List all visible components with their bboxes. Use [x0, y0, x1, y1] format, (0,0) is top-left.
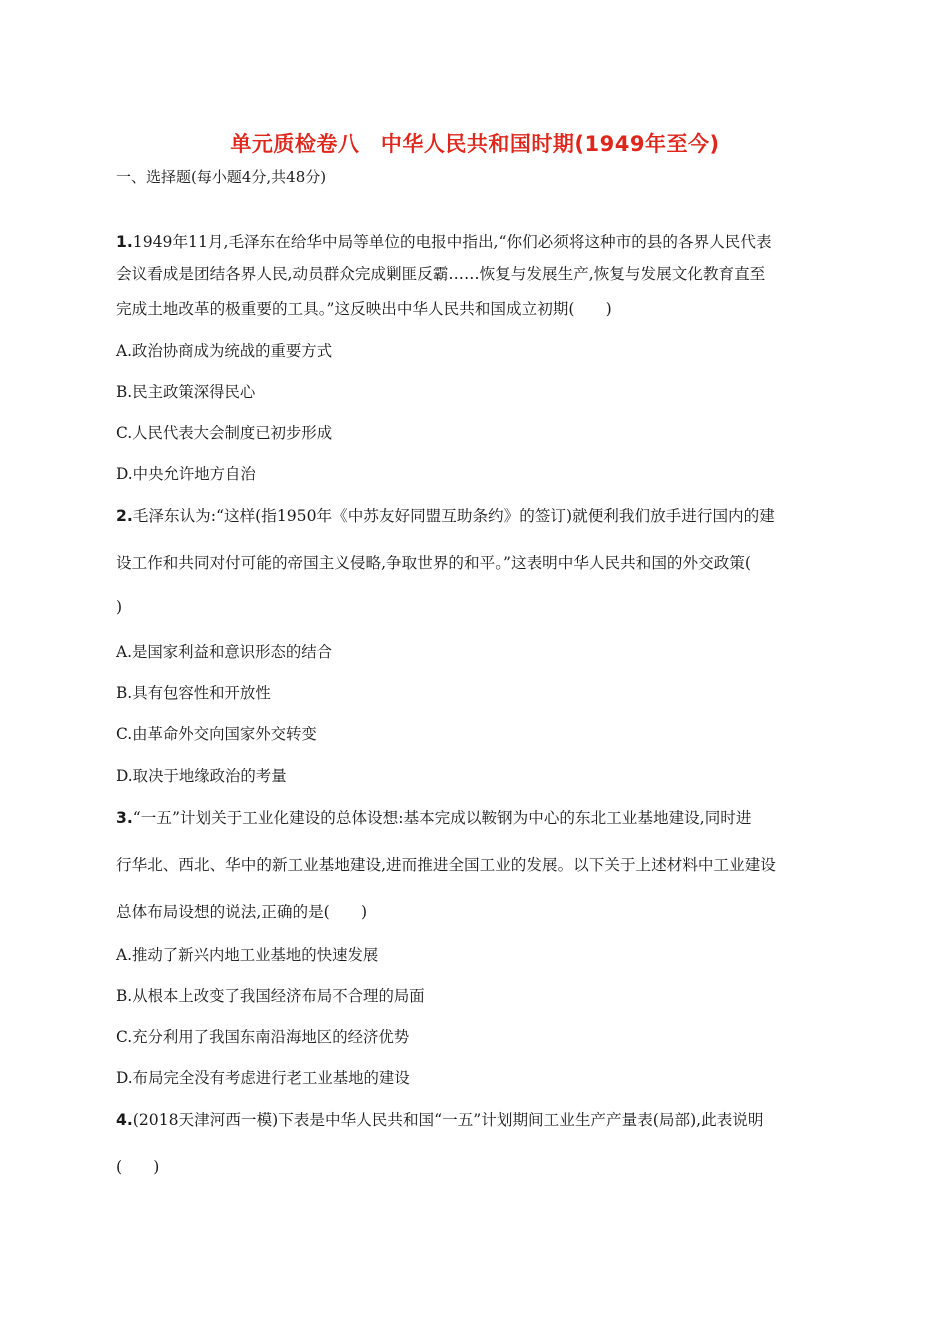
question-1-option-a: A.政治协商成为统战的重要方式	[116, 342, 333, 360]
question-4-line-2: ( )	[116, 1158, 160, 1176]
question-2-line-3: )	[116, 598, 123, 616]
question-3-number: 3.	[116, 809, 133, 827]
question-3-option-d: D.布局完全没有考虑进行老工业基地的建设	[116, 1069, 410, 1087]
question-2-text-1: 毛泽东认为:“这样(指1950年《中苏友好同盟互助条约》的签订)就便利我们放手进行国内的建	[132, 507, 775, 525]
question-3-line-2: 行华北、西北、华中的新工业基地建设,进而推进全国工业的发展。以下关于上述材料中工业建设	[116, 856, 776, 874]
question-1-line-1	[116, 230, 772, 252]
question-2-line-1	[116, 504, 775, 526]
question-1-text-1: 1949年11月,毛泽东在给华中局等单位的电报中指出,“你们必须将这种市的县的各界人民代表	[132, 233, 772, 251]
question-1-option-b: B.民主政策深得民心	[116, 383, 256, 401]
question-1-line-2: 会议看成是团结各界人民,动员群众完成剿匪反霸……恢复与发展生产,恢复与发展文化教育直至	[116, 265, 766, 283]
question-2-line-2: 设工作和共同对付可能的帝国主义侵略,争取世界的和平。”这表明中华人民共和国的外交政策(	[116, 554, 751, 572]
question-3-option-b: B.从根本上改变了我国经济布局不合理的局面	[116, 987, 425, 1005]
question-3-text-1: “一五”计划关于工业化建设的总体设想:基本完成以鞍钢为中心的东北工业基地建设,同时进	[132, 809, 752, 827]
question-2-option-a: A.是国家利益和意识形态的结合	[116, 643, 333, 661]
question-2-number: 2.	[116, 507, 133, 525]
question-1-option-d: D.中央允许地方自治	[116, 465, 256, 483]
question-3-line-1	[116, 806, 752, 828]
question-2-option-d: D.取决于地缘政治的考量	[116, 767, 287, 785]
question-3-option-a: A.推动了新兴内地工业基地的快速发展	[116, 946, 379, 964]
question-3-line-3: 总体布局设想的说法,正确的是( )	[116, 903, 368, 921]
question-4-number: 4.	[116, 1111, 133, 1129]
question-1-line-3: 完成土地改革的极重要的工具。”这反映出中华人民共和国成立初期( )	[116, 300, 612, 318]
page-title: 单元质检卷八 中华人民共和国时期(1949年至今)	[230, 132, 720, 156]
question-1-number: 1.	[116, 233, 133, 251]
section-heading: 一、选择题(每小题4分,共48分)	[116, 168, 327, 186]
question-2-option-b: B.具有包容性和开放性	[116, 684, 271, 702]
question-1-option-c: C.人民代表大会制度已初步形成	[116, 424, 333, 442]
question-2-option-c: C.由革命外交向国家外交转变	[116, 725, 317, 743]
question-3-option-c: C.充分利用了我国东南沿海地区的经济优势	[116, 1028, 410, 1046]
question-4-line-1	[116, 1108, 763, 1130]
question-4-text-1: (2018天津河西一模)下表是中华人民共和国“一五”计划期间工业生产产量表(局部),此表说明	[132, 1111, 764, 1129]
